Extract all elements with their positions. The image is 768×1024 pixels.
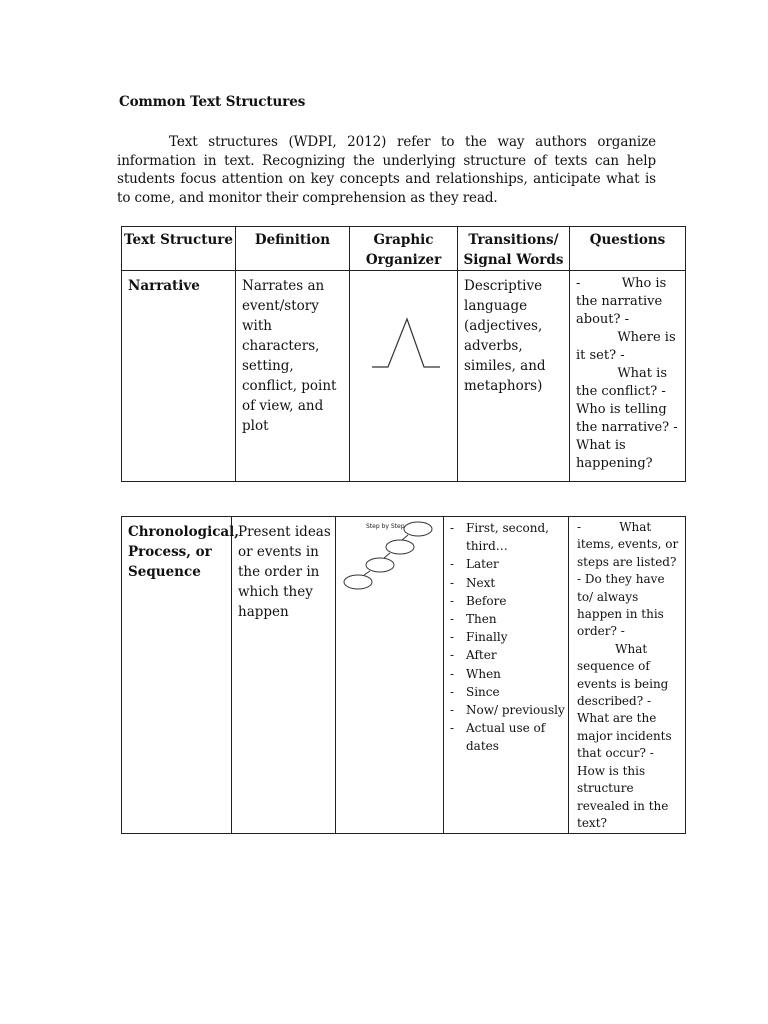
chronological-definition: Present ideas or events in the order in which they happen (232, 517, 336, 834)
narrative-table (121, 226, 686, 482)
signal-word-text: When (466, 666, 501, 681)
chronological-label: Chronological, Process, or Sequence (122, 517, 232, 834)
plot-diagram-icon (350, 289, 456, 389)
list-dash: - (450, 593, 455, 608)
signal-word-item (444, 628, 568, 646)
list-dash: - (450, 684, 455, 699)
signal-words-list (444, 517, 568, 756)
signal-word-text: Finally (466, 630, 508, 645)
signal-word-item (444, 683, 568, 701)
narrative-transitions: Descriptive language (adjectives, adverbs, similes, and metaphors) (458, 271, 570, 482)
list-dash: - (450, 521, 455, 535)
signal-word-text: After (466, 648, 497, 663)
list-dash: - (450, 703, 455, 718)
list-dash: - (450, 721, 455, 736)
signal-word-item (444, 701, 568, 719)
step-by-step-diagram-icon (336, 517, 442, 597)
signal-word-item (444, 519, 568, 555)
list-dash: - (450, 557, 455, 572)
step-by-step-label: Step by Step (366, 523, 405, 530)
intro-paragraph: Text structures (WDPI, 2012) refer to the way authors organize information in text. Recognizing the underlying structure of texts can help students focus attention on key concepts and relationships, anticipate what is to come, and monitor their comprehension as they read. (117, 134, 656, 206)
document-title: Common Text Structures (119, 94, 306, 110)
signal-word-item (444, 665, 568, 683)
narrative-label: Narrative (122, 271, 236, 482)
chronological-table (121, 516, 686, 834)
signal-word-item (444, 574, 568, 592)
signal-word-text: Now/ previously (466, 703, 565, 718)
signal-word-text: Then (466, 612, 497, 627)
list-dash: - (450, 648, 455, 663)
signal-word-text: First, second, third… (466, 521, 549, 554)
signal-word-item (444, 610, 568, 628)
header-questions: Questions (570, 227, 686, 271)
signal-word-item (444, 592, 568, 610)
list-dash: - (450, 630, 455, 645)
signal-word-text: Actual use of dates (466, 721, 546, 754)
narrative-graphic-cell (350, 271, 458, 482)
list-dash: - (450, 666, 455, 681)
list-dash: - (450, 575, 455, 590)
chronological-questions: - What items, events, or steps are listed? - Do they have to/ always happen in this order? - What sequence of events is being described? - What are the major incidents that occur? - How is this structure revealed in the text? (569, 517, 686, 834)
header-graphic-organizer: Graphic Organizer (350, 227, 458, 271)
signal-word-text: Since (466, 684, 500, 699)
header-definition: Definition (236, 227, 350, 271)
list-dash: - (450, 612, 455, 627)
header-text-structure: Text Structure (122, 227, 236, 271)
signal-word-text: Later (466, 557, 499, 572)
narrative-questions: - Who is the narrative about? - Where is it set? - What is the conflict? - Who is telling the narrative? - What is happening? (570, 271, 686, 482)
narrative-definition: Narrates an event/story with characters, setting, conflict, point of view, and plot (236, 271, 350, 482)
chronological-signal-words (444, 517, 569, 834)
signal-word-text: Next (466, 575, 496, 590)
chronological-graphic-cell (336, 517, 444, 834)
signal-word-item (444, 555, 568, 573)
signal-word-item (444, 719, 568, 755)
header-transitions: Transitions/ Signal Words (458, 227, 570, 271)
signal-word-item (444, 646, 568, 664)
signal-word-text: Before (466, 593, 507, 608)
